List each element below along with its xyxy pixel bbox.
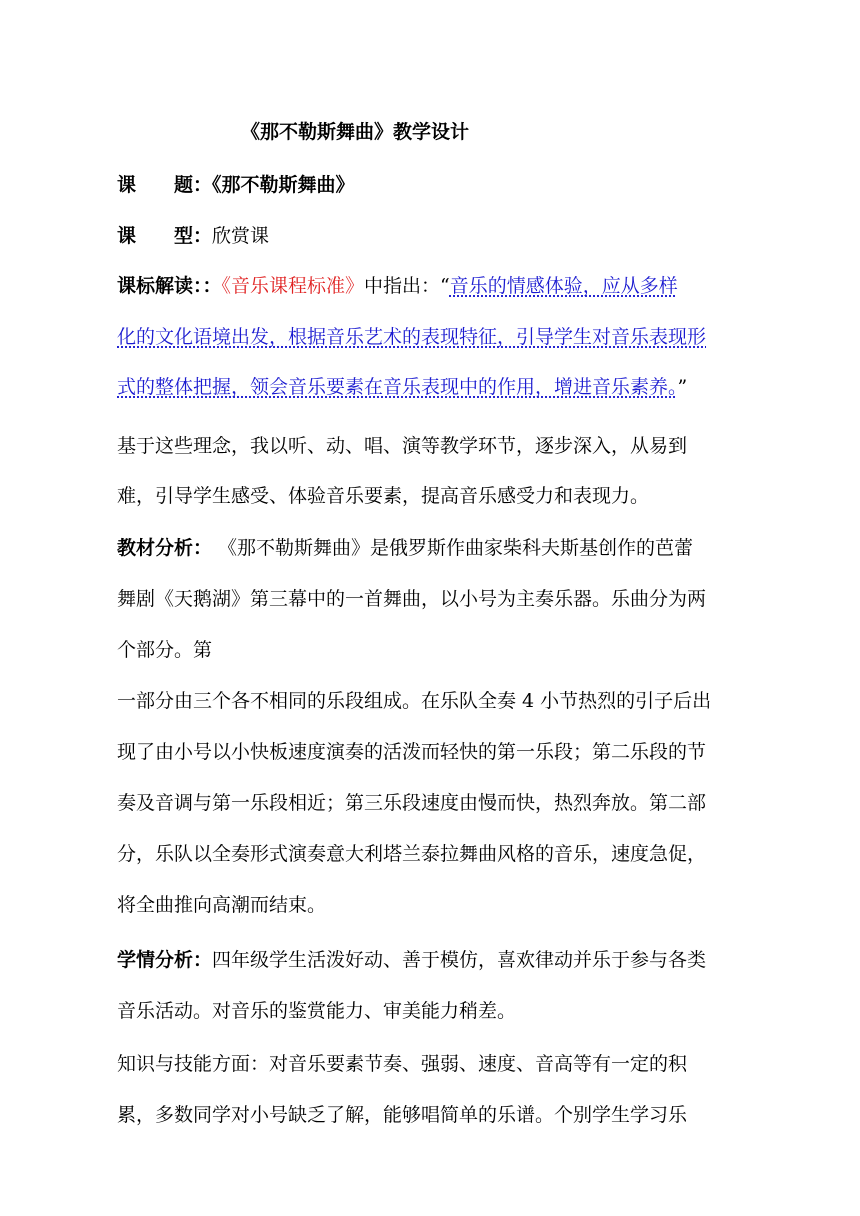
type-line bbox=[117, 224, 269, 248]
standards-follow-1: 基于这些理念，我以听、动、唱、演等教学环节，逐步深入，从易到 bbox=[117, 435, 688, 457]
standards-follow-2: 难，引导学生感受、体验音乐要素，提高音乐感受力和表现力。 bbox=[117, 485, 650, 507]
material-line-3: 个部分。第 bbox=[117, 639, 213, 661]
standards-source-link: 《音乐课程标准》 bbox=[221, 275, 365, 297]
standards-line-3 bbox=[117, 375, 687, 399]
type-label: 课 型： bbox=[117, 225, 213, 247]
material-line-2: 舞剧《天鹅湖》第三幕中的一首舞曲，以小号为主奏乐器。乐曲分为两 bbox=[117, 588, 707, 610]
learners-text-1: 四年级学生活泼好动、善于模仿，喜欢律动并乐于参与各类 bbox=[212, 949, 707, 971]
material-line-8: 将全曲推向高潮而结束。 bbox=[117, 894, 327, 916]
standards-quote-3: 式的整体把握，领会音乐要素在音乐表现中的作用，增进音乐素养。 bbox=[117, 376, 678, 398]
topic-line bbox=[117, 173, 355, 197]
material-label: 教材分析： bbox=[117, 537, 213, 559]
skills-line-1: 知识与技能方面：对音乐要素节奏、强弱、速度、音高等有一定的积 bbox=[117, 1053, 688, 1075]
standards-intro: 中指出：“ bbox=[364, 275, 450, 297]
learners-label: 学情分析： bbox=[117, 949, 213, 971]
standards-label: 课标解读：： bbox=[117, 275, 222, 297]
standards-quote-1: 音乐的情感体验，应从多样 bbox=[449, 275, 678, 297]
material-line-7: 分，乐队以全奏形式演奏意大利塔兰泰拉舞曲风格的音乐，速度急促， bbox=[117, 843, 707, 865]
material-text-1: 《那不勒斯舞曲》是俄罗斯作曲家柴科夫斯基创作的芭蕾 bbox=[212, 537, 694, 559]
standards-quote-2: 化的文化语境出发，根据音乐艺术的表现特征，引导学生对音乐表现形 bbox=[117, 326, 707, 348]
standards-line-2 bbox=[117, 325, 706, 349]
material-line-4: 一部分由三个各不相同的乐段组成。在乐队全奏 4 小节热烈的引子后出 bbox=[117, 690, 712, 712]
type-value: 欣赏课 bbox=[212, 225, 270, 247]
document-title: 《那不勒斯舞曲》教学设计 bbox=[241, 121, 470, 143]
standards-close-quote: ” bbox=[677, 376, 688, 398]
material-line-5: 现了由小号以小快板速度演奏的活泼而轻快的第一乐段；第二乐段的节 bbox=[117, 741, 707, 763]
material-line-1 bbox=[117, 536, 693, 560]
learners-line-1 bbox=[117, 948, 706, 972]
topic-label: 课 题： bbox=[117, 174, 213, 196]
standards-line-1 bbox=[117, 274, 678, 298]
skills-line-2: 累，多数同学对小号缺乏了解，能够唱简单的乐谱。个别学生学习乐 bbox=[117, 1104, 688, 1126]
learners-line-2: 音乐活动。对音乐的鉴赏能力、审美能力稍差。 bbox=[117, 1000, 517, 1022]
material-line-6: 奏及音调与第一乐段相近；第三乐段速度由慢而快，热烈奔放。第二部 bbox=[117, 792, 707, 814]
topic-value: 《那不勒斯舞曲》 bbox=[212, 174, 355, 196]
